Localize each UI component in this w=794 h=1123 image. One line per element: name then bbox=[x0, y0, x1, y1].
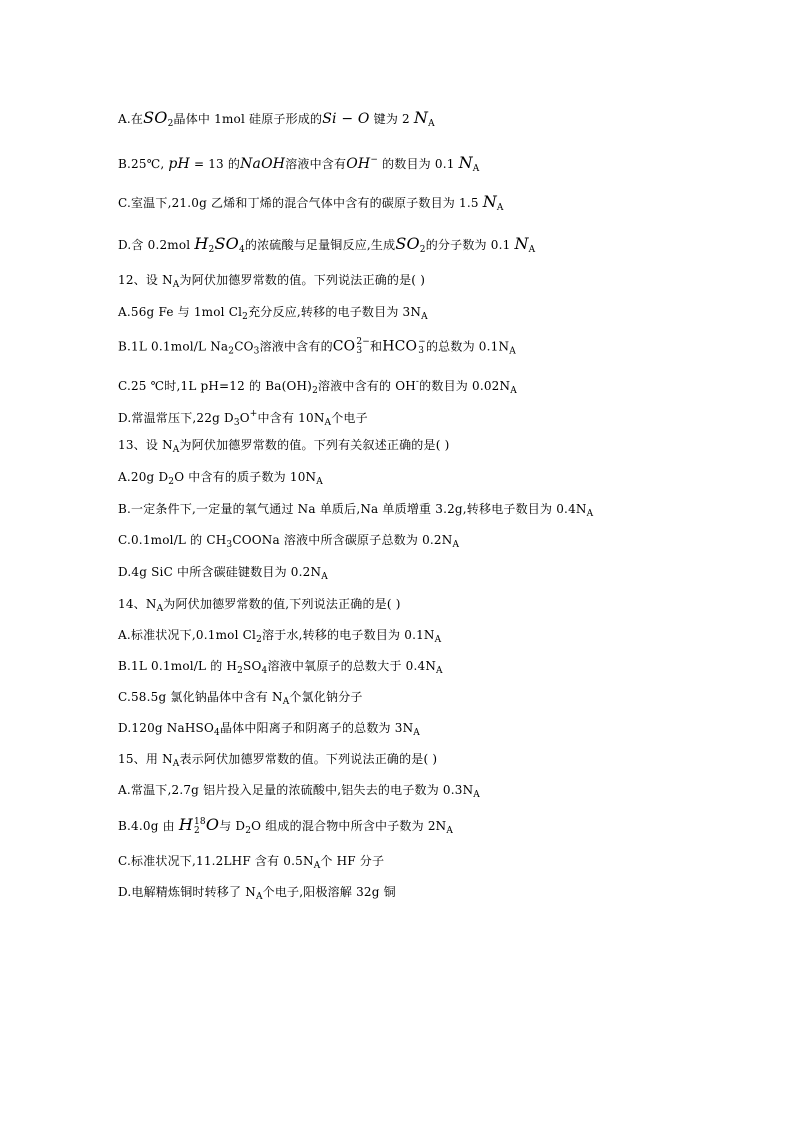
text: C.室温下,21.0g 乙烯和丁烯的混合气体中含有的碳原子数目为 1.5 bbox=[118, 196, 479, 210]
text: 溶液中氧原子的总数大于 0.4N bbox=[267, 659, 437, 673]
subscript: 2 bbox=[194, 825, 200, 836]
math-so2: SO bbox=[395, 234, 420, 253]
q13-option-c bbox=[118, 532, 459, 553]
q11-option-c bbox=[118, 194, 504, 216]
q15-option-a bbox=[118, 782, 480, 803]
subscript: A bbox=[321, 572, 328, 582]
subscript: A bbox=[510, 386, 517, 396]
text: 14、N bbox=[118, 597, 157, 611]
subscript: 2 bbox=[312, 386, 318, 396]
text: A.20g D bbox=[118, 470, 169, 484]
subscript: 3 bbox=[356, 346, 363, 356]
subscript: A bbox=[428, 119, 435, 129]
math-na: N bbox=[458, 153, 473, 172]
subscript: A bbox=[434, 635, 442, 645]
subscript: 4 bbox=[214, 728, 220, 738]
text: 溶液中含有的 bbox=[259, 339, 333, 354]
text: A.标准状况下,0.1mol Cl bbox=[118, 628, 257, 642]
subscript: 3 bbox=[226, 540, 233, 550]
subscript: A bbox=[496, 203, 504, 213]
math-h2-18o: H bbox=[178, 815, 193, 834]
subscript: A bbox=[586, 509, 594, 519]
q12-stem bbox=[118, 272, 425, 293]
q14-option-c bbox=[118, 689, 363, 710]
text: 键为 2 bbox=[373, 112, 410, 126]
text: C.标准状况下,11.2LHF 含有 0.5N bbox=[118, 854, 314, 868]
text: C.25 ℃时,1L pH=12 的 Ba(OH) bbox=[118, 379, 313, 393]
q14-option-b bbox=[118, 658, 443, 679]
text: 的浓硫酸与足量铜反应,生成 bbox=[244, 238, 396, 252]
superscript: + bbox=[249, 409, 258, 419]
text: O 组成的混合物中所含中子数为 2N bbox=[251, 819, 447, 833]
math-so4: SO bbox=[214, 234, 239, 253]
text: 表示阿伏加德罗常数的值。下列说法正确的是( ) bbox=[179, 752, 438, 766]
text: = 13 的 bbox=[189, 157, 241, 171]
subscript: A bbox=[509, 346, 516, 357]
q15-option-c bbox=[118, 853, 384, 874]
text: B.4.0g 由 bbox=[118, 819, 175, 833]
text: D.电解精炼铜时转移了 N bbox=[118, 885, 256, 899]
text: B.1L 0.1mol/L Na bbox=[118, 339, 229, 354]
subscript: 3 bbox=[233, 418, 240, 428]
text: 的分子数为 0.1 bbox=[425, 238, 511, 252]
subscript: A bbox=[421, 312, 428, 322]
superscript: - bbox=[415, 377, 420, 387]
text: A.常温下,2.7g 铝片投入足量的浓硫酸中,铝失去的电子数为 0.3N bbox=[118, 783, 474, 797]
q13-stem bbox=[118, 437, 449, 458]
q13-option-a bbox=[118, 469, 323, 490]
subscript: 3 bbox=[418, 346, 425, 356]
text: O bbox=[239, 411, 250, 425]
math-si-o: Si − O bbox=[322, 111, 370, 127]
superscript: − bbox=[418, 337, 426, 347]
superscript: 2− bbox=[356, 337, 371, 347]
subscript: A bbox=[172, 280, 180, 290]
text: B.1L 0.1mol/L 的 H bbox=[118, 659, 238, 673]
q12-option-b bbox=[118, 338, 516, 360]
q13-option-b bbox=[118, 501, 593, 522]
formula-co3: CO bbox=[332, 338, 356, 355]
subscript: A bbox=[413, 728, 420, 738]
formula-hco3: HCO bbox=[382, 338, 418, 355]
subsup bbox=[418, 338, 426, 356]
text: 与 D bbox=[219, 819, 246, 833]
q11-option-a bbox=[118, 110, 435, 132]
math-ph: pH bbox=[168, 156, 190, 172]
q12-option-a bbox=[118, 304, 428, 325]
text: 个电子,阳极溶解 32g 铜 bbox=[262, 885, 396, 899]
text: CO bbox=[234, 339, 254, 354]
q14-option-d bbox=[118, 720, 420, 741]
subscript: A bbox=[316, 477, 323, 487]
text: 个电子 bbox=[331, 411, 368, 425]
subsup bbox=[194, 818, 206, 836]
text: D.120g NaHSO bbox=[118, 721, 214, 735]
text: 晶体中 1mol 硅原子形成的 bbox=[173, 112, 323, 126]
math-na: N bbox=[482, 192, 497, 211]
text: B.25℃, bbox=[118, 157, 165, 171]
q15-option-d bbox=[118, 884, 396, 905]
subscript: 2 bbox=[228, 346, 235, 357]
subsup bbox=[356, 338, 370, 356]
math-na: N bbox=[514, 234, 529, 253]
q11-option-b bbox=[118, 152, 480, 177]
q15-stem bbox=[118, 751, 437, 772]
subscript: A bbox=[452, 540, 460, 550]
math-o: O bbox=[205, 815, 220, 834]
subscript: 2 bbox=[167, 119, 174, 129]
subscript: A bbox=[446, 826, 454, 836]
text: SO bbox=[243, 659, 262, 673]
math-naoh: NaOH bbox=[240, 156, 286, 172]
text: 充分反应,转移的电子数目为 3N bbox=[248, 305, 422, 319]
q11-option-d bbox=[118, 236, 535, 258]
text: 个氯化钠分子 bbox=[289, 690, 363, 704]
superscript: − bbox=[370, 155, 379, 165]
subscript: A bbox=[324, 418, 332, 428]
text: C.0.1mol/L 的 CH bbox=[118, 533, 227, 547]
subscript: 2 bbox=[208, 245, 215, 255]
text: 的数目为 0.1 bbox=[382, 157, 455, 171]
q12-option-c bbox=[118, 374, 517, 399]
text: 13、设 N bbox=[118, 438, 173, 452]
subscript: 2 bbox=[168, 477, 175, 487]
text: 为阿伏加德罗常数的值。下列说法正确的是( ) bbox=[179, 273, 426, 287]
math-na: N bbox=[413, 108, 429, 127]
text: C.58.5g 氯化钠晶体中含有 N bbox=[118, 690, 283, 704]
subscript: A bbox=[436, 666, 443, 676]
subscript: 2 bbox=[245, 826, 252, 836]
text: 中含有 10N bbox=[257, 411, 325, 425]
text: 溶液中含有 bbox=[285, 157, 347, 171]
q14-option-a bbox=[118, 627, 441, 648]
subscript: A bbox=[473, 790, 480, 800]
subscript: 2 bbox=[256, 635, 262, 645]
text: 个 HF 分子 bbox=[320, 854, 385, 868]
subscript: A bbox=[313, 861, 321, 871]
subscript: A bbox=[528, 245, 536, 255]
text: A.在 bbox=[118, 112, 144, 126]
math-h2so4: H bbox=[194, 234, 209, 253]
text: 15、用 N bbox=[118, 752, 173, 766]
q13-option-d bbox=[118, 564, 328, 585]
q14-stem bbox=[118, 596, 401, 617]
text: 和 bbox=[370, 339, 383, 354]
text: 为阿伏加德罗常数的值。下列有关叙述正确的是( ) bbox=[179, 438, 450, 452]
subscript: 4 bbox=[261, 666, 268, 676]
superscript: 18 bbox=[194, 816, 206, 827]
text: O 中含有的质子数为 10N bbox=[174, 470, 317, 484]
subscript: A bbox=[172, 445, 180, 455]
subscript: 3 bbox=[253, 346, 260, 357]
text: D.4g SiC 中所含碳硅键数目为 0.2N bbox=[118, 565, 322, 579]
q15-option-b bbox=[118, 817, 453, 839]
subscript: A bbox=[472, 164, 480, 174]
text: 溶液中含有的 OH bbox=[318, 379, 416, 393]
subscript: 2 bbox=[419, 245, 426, 255]
text: 12、设 N bbox=[118, 273, 173, 287]
subscript: A bbox=[282, 697, 290, 707]
text: 的总数为 0.1N bbox=[425, 339, 510, 354]
q12-option-d bbox=[118, 406, 368, 431]
text: COONa 溶液中所含碳原子总数为 0.2N bbox=[232, 533, 453, 547]
math-so2: SO bbox=[143, 108, 168, 127]
text: 为阿伏加德罗常数的值,下列说法正确的是( ) bbox=[163, 597, 401, 611]
subscript: 2 bbox=[237, 666, 244, 676]
math-oh: OH bbox=[346, 156, 371, 172]
subscript: A bbox=[156, 604, 164, 614]
subscript: 2 bbox=[242, 312, 249, 322]
text: 晶体中阳离子和阴离子的总数为 3N bbox=[219, 721, 414, 735]
text: D.含 0.2mol bbox=[118, 238, 195, 252]
text: 溶于水,转移的电子数目为 0.1N bbox=[262, 628, 435, 642]
text: A.56g Fe 与 1mol Cl bbox=[118, 305, 243, 319]
text: D.常温常压下,22g D bbox=[118, 411, 234, 425]
subscript: 4 bbox=[238, 245, 245, 255]
subscript: A bbox=[255, 892, 263, 902]
subscript: A bbox=[172, 759, 180, 769]
text: 的数目为 0.02N bbox=[419, 379, 511, 393]
text: B.一定条件下,一定量的氧气通过 Na 单质后,Na 单质增重 3.2g,转移电子数目为 0.4N bbox=[118, 502, 587, 516]
